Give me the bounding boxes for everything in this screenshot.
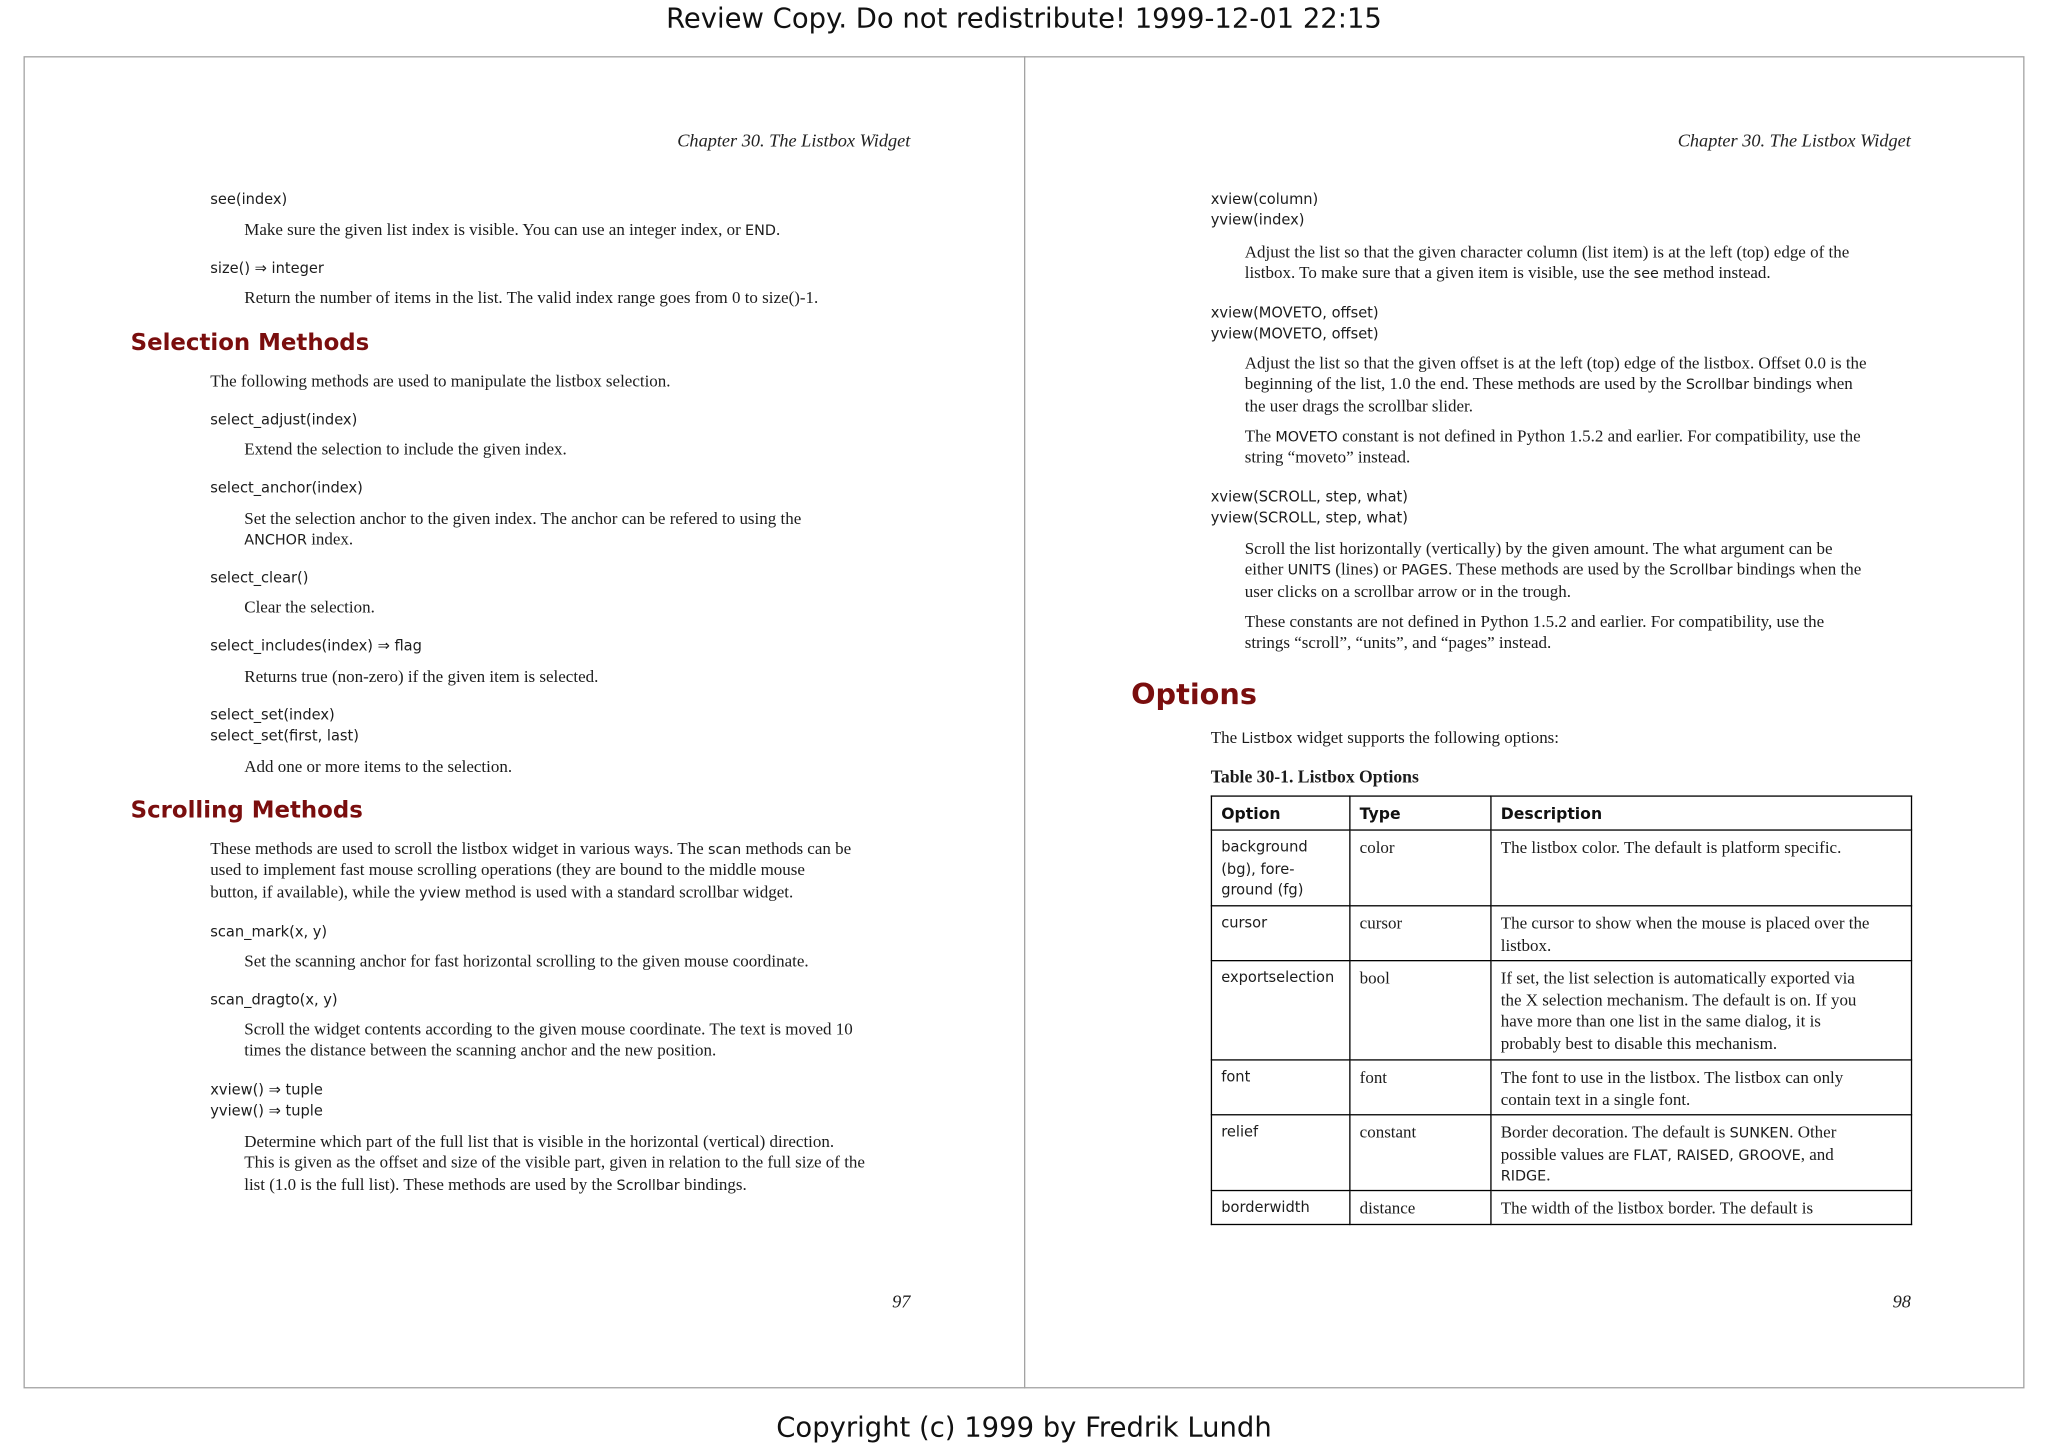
text-run: These methods are used to scroll the listbox widget in various ways. The: [210, 838, 708, 858]
signature-line: see(index): [210, 190, 288, 208]
inline-code: FLAT, RAISED, GROOVE: [1633, 1146, 1801, 1164]
text-run: possible values are: [1500, 1143, 1634, 1164]
options-table: [1211, 795, 1912, 1225]
signature-see: [210, 189, 287, 211]
option-line: exportselection: [1221, 969, 1335, 987]
description-line: Extend the selection to include the given index.: [244, 438, 567, 459]
text-run: The: [1244, 425, 1276, 445]
running-head: Chapter 30. The Listbox Widget: [1677, 131, 1911, 152]
description-line: [1245, 374, 1867, 396]
text-run: index.: [306, 529, 354, 549]
section-intro-options: [1211, 727, 1559, 749]
signature-scan-mark: [210, 922, 327, 944]
inline-code: Scrollbar: [1685, 376, 1750, 394]
text-run: either: [1244, 559, 1288, 579]
description-cell: [1491, 830, 1912, 906]
description-line: Set the selection anchor to the given index. The anchor can be refered to using the: [244, 507, 802, 528]
signature-line: select_set(first, last): [210, 727, 359, 745]
intro-line: [210, 881, 851, 903]
intro-line: used to implement fast mouse scrolling operations (they are bound to the middle mouse: [210, 859, 805, 880]
text-run: list (1.0 is the full list). These methods are used by the: [244, 1174, 617, 1194]
description-line: The listbox color. The default is platform specific.: [1500, 837, 1842, 857]
note-moveto: [1245, 425, 1861, 468]
description-line: times the distance between the scanning anchor and the new position.: [244, 1040, 717, 1060]
signature-select-set: [210, 705, 359, 748]
description-line: [1501, 1165, 1902, 1187]
section-heading-selection: Selection Methods: [130, 330, 370, 357]
signature-line: size() ⇒ integer: [210, 259, 324, 277]
description-select-adjust: [244, 438, 567, 460]
signature-line: xview() ⇒ tuple: [210, 1081, 323, 1099]
table-row: [1211, 1060, 1911, 1115]
option-cell: [1211, 1191, 1349, 1225]
inline-code: yview: [419, 884, 461, 902]
table-row: [1211, 906, 1911, 961]
table-caption: [1211, 766, 1419, 788]
description-line: [244, 219, 780, 241]
text-run: methods can be: [741, 838, 852, 858]
description-line: contain text in a single font.: [1500, 1088, 1691, 1109]
text-run: (lines) or: [1331, 559, 1402, 579]
note-line: strings “scroll”, “units”, and “pages” instead.: [1244, 632, 1552, 653]
description-cell: [1491, 1060, 1912, 1115]
table-row: [1211, 830, 1911, 906]
text-run: The: [1210, 727, 1242, 747]
inline-code: see: [1633, 265, 1659, 283]
description-cell: [1491, 1191, 1912, 1225]
signature-line: yview(MOVETO, offset): [1210, 325, 1379, 343]
description-line: Determine which part of the full list that is visible in the horizontal (vertical) direction.: [244, 1130, 835, 1151]
table-row: [1211, 1115, 1911, 1191]
description-line: Returns true (non-zero) if the given item is selected.: [244, 665, 599, 686]
inline-code: Scrollbar: [616, 1176, 680, 1194]
option-cell: [1211, 906, 1349, 961]
text-run: beginning of the list, 1.0 the end. These methods are used by the: [1244, 373, 1686, 394]
inline-code: MOVETO: [1275, 427, 1338, 445]
description-line: The cursor to show when the mouse is placed over the: [1500, 912, 1870, 933]
column-header-option: Option: [1211, 796, 1349, 830]
table-row: [1211, 1191, 1911, 1225]
text-run: bindings.: [679, 1174, 747, 1194]
signature-line: select_includes(index) ⇒ flag: [210, 636, 422, 654]
text-run: widget supports the following options:: [1292, 727, 1560, 747]
section-heading-options: Options: [1131, 679, 1257, 712]
text-run: Make sure the given list index is visible. You can use an integer index, or: [244, 219, 746, 239]
option-cell: [1211, 961, 1349, 1060]
caption-line: Table 30-1. Listbox Options: [1210, 766, 1419, 786]
description-line: [1501, 1122, 1902, 1144]
running-head: Chapter 30. The Listbox Widget: [677, 131, 911, 152]
description-line: The font to use in the listbox. The listbox can only: [1500, 1067, 1844, 1087]
text-run: bindings when the: [1732, 559, 1862, 579]
description-line: [244, 529, 801, 551]
inline-code: ANCHOR: [244, 531, 307, 549]
type-cell: distance: [1350, 1191, 1491, 1225]
option-line: borderwidth: [1221, 1199, 1310, 1216]
signature-select-anchor: [210, 478, 363, 500]
note-scroll: [1245, 611, 1824, 654]
column-header-type: Type: [1350, 796, 1491, 830]
signature-scan-dragto: [210, 990, 337, 1012]
note-line: These constants are not defined in Python 1.5.2 and earlier. For compatibility, use the: [1244, 610, 1825, 631]
signature-select-adjust: [210, 410, 357, 432]
description-xview-moveto: [1245, 352, 1867, 417]
review-copy-banner: Review Copy. Do not redistribute! 1999-12-01 22:15: [666, 2, 1382, 34]
type-cell: color: [1350, 830, 1491, 906]
text-run: .: [1546, 1165, 1551, 1185]
option-line: ground (fg): [1221, 881, 1304, 899]
option-line: relief: [1221, 1123, 1259, 1141]
description-xview-yview: [244, 1131, 865, 1196]
description-line: The width of the listbox border. The default is: [1500, 1197, 1814, 1218]
option-line: background: [1221, 838, 1308, 856]
description-line: Set the scanning anchor for fast horizontal scrolling to the given mouse coordinate.: [244, 950, 809, 971]
description-line: Add one or more items to the selection.: [244, 755, 513, 776]
type-cell: constant: [1350, 1115, 1491, 1191]
description-cell: [1491, 906, 1912, 961]
description-line: Return the number of items in the list. The valid index range goes from 0 to size()-1.: [244, 286, 819, 307]
description-line: listbox.: [1500, 934, 1552, 955]
option-line: cursor: [1221, 914, 1268, 932]
description-see: [244, 219, 780, 241]
inline-code: Listbox: [1241, 729, 1293, 747]
description-cell: [1491, 961, 1912, 1060]
description-line: probably best to disable this mechanism.: [1500, 1032, 1778, 1053]
description-line: If set, the list selection is automatically exported via: [1500, 967, 1855, 988]
section-heading-scrolling: Scrolling Methods: [130, 798, 363, 825]
signature-line: select_set(index): [210, 706, 335, 724]
inline-code: Scrollbar: [1669, 561, 1733, 579]
description-line: the user drags the scrollbar slider.: [1244, 395, 1473, 416]
description-select-anchor: [244, 508, 801, 551]
signature-xview-yview: [210, 1080, 323, 1123]
note-line: [1245, 425, 1861, 447]
description-line: [1245, 559, 1862, 581]
inline-code: UNITS: [1287, 561, 1332, 579]
inline-code: RIDGE: [1500, 1167, 1547, 1185]
text-run: listbox. To make sure that a given item is visible, use the: [1244, 262, 1634, 283]
text-run: method instead.: [1658, 262, 1771, 283]
signature-line: xview(column): [1210, 190, 1319, 208]
intro-line: [210, 838, 851, 860]
signature-line: scan_dragto(x, y): [210, 990, 338, 1008]
description-line: Adjust the list so that the given offset is at the left (top) edge of the listbox. Offset 0.0 is the: [1244, 352, 1867, 372]
inline-code: scan: [707, 840, 742, 858]
type-cell: cursor: [1350, 906, 1491, 961]
signature-line: xview(MOVETO, offset): [1210, 303, 1379, 321]
description-line: Scroll the list horizontally (vertically) by the given amount. The what argument can be: [1244, 537, 1833, 558]
signature-line: select_anchor(index): [210, 478, 363, 496]
signature-line: yview() ⇒ tuple: [210, 1102, 323, 1120]
text-run: bindings when: [1749, 373, 1853, 394]
description-line: [244, 1174, 865, 1196]
note-line: string “moveto” instead.: [1244, 447, 1411, 467]
text-run: . Other: [1789, 1121, 1837, 1142]
description-scan-dragto: [244, 1018, 852, 1061]
description-line: Scroll the widget contents according to the given mouse coordinate. The text is moved 10: [244, 1018, 853, 1038]
text-run: constant is not defined in Python 1.5.2 and earlier. For compatibility, use the: [1337, 425, 1861, 445]
description-line: This is given as the offset and size of the visible part, given in relation to the full size of the: [244, 1152, 865, 1172]
description-line: Clear the selection.: [244, 596, 375, 617]
option-cell: [1211, 1060, 1349, 1115]
inline-code: SUNKEN: [1729, 1124, 1790, 1142]
description-size: [244, 287, 818, 309]
option-cell: [1211, 1115, 1349, 1191]
signature-xview-moveto: [1211, 303, 1379, 346]
signature-xview-column: [1211, 189, 1318, 232]
page-number: 98: [1892, 1292, 1911, 1313]
signature-select-clear: [210, 568, 308, 590]
option-line: (bg), fore-: [1221, 860, 1295, 878]
type-cell: font: [1350, 1060, 1491, 1115]
inline-code: PAGES: [1401, 561, 1448, 579]
option-line: font: [1221, 1068, 1251, 1086]
inline-code: END: [745, 221, 776, 239]
column-header-description: Description: [1491, 796, 1912, 830]
signature-select-includes: [210, 636, 422, 658]
signature-line: select_adjust(index): [210, 411, 358, 428]
page-divider: [1024, 56, 1025, 1388]
description-line: have more than one list in the same dialog, it is: [1500, 1011, 1821, 1031]
description-line: [1501, 1144, 1902, 1166]
description-select-clear: [244, 596, 375, 618]
intro-line: The following methods are used to manipulate the listbox selection.: [210, 370, 671, 391]
signature-line: xview(SCROLL, step, what): [1210, 488, 1408, 506]
text-run: . These methods are used by the: [1447, 559, 1670, 579]
description-line: Adjust the list so that the given character column (list item) is at the left (top) edge of the: [1244, 241, 1850, 261]
description-select-includes: [244, 666, 598, 688]
signature-line: yview(index): [1210, 211, 1305, 229]
text-run: Border decoration. The default is: [1500, 1121, 1730, 1142]
signature-line: yview(SCROLL, step, what): [1210, 509, 1408, 527]
intro-line: [1211, 727, 1559, 749]
type-cell: bool: [1350, 961, 1491, 1060]
description-line: the X selection mechanism. The default is on. If you: [1500, 989, 1857, 1010]
signature-line: select_clear(): [210, 569, 309, 587]
description-line: [1245, 263, 1850, 285]
copyright-banner: Copyright (c) 1999 by Fredrik Lundh: [776, 1411, 1272, 1444]
description-cell: [1491, 1115, 1912, 1191]
page-number: 97: [892, 1292, 911, 1313]
signature-line: scan_mark(x, y): [210, 923, 328, 940]
description-scan-mark: [244, 950, 808, 972]
text-run: , and: [1800, 1143, 1834, 1164]
description-xview-column: [1245, 241, 1850, 284]
option-cell: [1211, 830, 1349, 906]
section-intro-selection: [210, 371, 670, 393]
text-run: .: [775, 219, 781, 239]
description-xview-scroll: [1245, 538, 1862, 603]
text-run: button, if available), while the: [210, 881, 420, 902]
table-header-row: [1211, 796, 1911, 830]
signature-xview-scroll: [1211, 487, 1408, 530]
description-select-set: [244, 756, 512, 778]
table-row: [1211, 961, 1911, 1060]
description-line: user clicks on a scrollbar arrow or in the trough.: [1244, 581, 1572, 601]
text-run: method is used with a standard scrollbar widget.: [460, 881, 794, 902]
section-intro-scrolling: [210, 838, 851, 903]
signature-size: [210, 258, 324, 280]
